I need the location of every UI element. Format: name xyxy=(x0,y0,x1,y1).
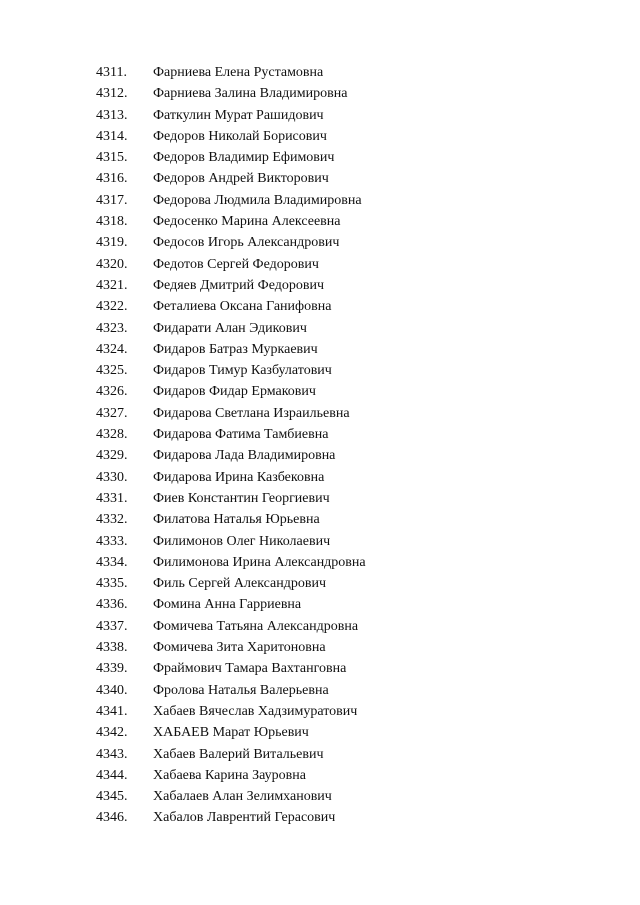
entry-name: Фомичева Зита Харитоновна xyxy=(153,640,326,656)
entry-number: 4328. xyxy=(96,427,128,443)
entry-number: 4336. xyxy=(96,597,128,613)
entry-number: 4345. xyxy=(96,789,128,805)
entry-name: Хабалаев Алан Зелимханович xyxy=(153,789,332,805)
entry-number: 4330. xyxy=(96,469,128,485)
entry-number: 4314. xyxy=(96,128,128,144)
entry-name: Федоров Андрей Викторович xyxy=(153,171,329,187)
entry-name: Фролова Наталья Валерьевна xyxy=(153,682,329,698)
list-item xyxy=(96,680,596,701)
list-item xyxy=(96,786,596,807)
entry-name: Фидарова Лада Владимировна xyxy=(153,448,336,464)
entry-name: Феталиева Оксана Ганифовна xyxy=(153,299,332,315)
entry-number: 4318. xyxy=(96,214,128,230)
entry-name: ХАБАЕВ Марат Юрьевич xyxy=(153,725,309,741)
entry-number: 4339. xyxy=(96,661,128,677)
entry-name: Федяев Дмитрий Федорович xyxy=(153,277,325,293)
list-item xyxy=(96,168,596,189)
entry-name: Фаткулин Мурат Рашидович xyxy=(153,107,324,123)
list-item xyxy=(96,488,596,509)
list-item xyxy=(96,573,596,594)
list-item xyxy=(96,105,596,126)
entry-number: 4342. xyxy=(96,725,128,741)
entry-name: Фидаров Батраз Муркаевич xyxy=(153,341,318,357)
entry-name: Фидарати Алан Эдикович xyxy=(153,320,307,336)
entry-name: Фомичева Татьяна Александровна xyxy=(153,618,359,634)
list-item xyxy=(96,211,596,232)
entry-number: 4312. xyxy=(96,86,128,102)
entry-name: Федорова Людмила Владимировна xyxy=(153,192,362,208)
entry-number: 4316. xyxy=(96,171,128,187)
list-item xyxy=(96,83,596,104)
entry-name: Хабаев Валерий Витальевич xyxy=(153,746,324,762)
entry-name: Фидаров Тимур Казбулатович xyxy=(153,363,332,379)
entry-number: 4331. xyxy=(96,490,128,506)
entry-name: Филь Сергей Александрович xyxy=(153,576,327,592)
entry-number: 4311. xyxy=(96,65,127,80)
list-item xyxy=(96,190,596,211)
list-item xyxy=(96,722,596,743)
entry-name: Федотов Сергей Федорович xyxy=(153,256,319,272)
entry-name: Фраймович Тамара Вахтанговна xyxy=(153,661,347,677)
list-item xyxy=(96,318,596,339)
entry-number: 4333. xyxy=(96,533,128,549)
list-item xyxy=(96,658,596,679)
entry-name: Фидарова Фатима Тамбиевна xyxy=(153,427,329,443)
entry-name: Фарниева Елена Рустамовна xyxy=(153,65,324,80)
entry-number: 4323. xyxy=(96,320,128,336)
entry-name: Федоров Владимир Ефимович xyxy=(153,150,335,166)
entry-name: Фарниева Залина Владимировна xyxy=(153,86,348,102)
entry-number: 4324. xyxy=(96,341,128,357)
entry-number: 4340. xyxy=(96,682,128,698)
list-item xyxy=(96,509,596,530)
entry-number: 4329. xyxy=(96,448,128,464)
entry-number: 4317. xyxy=(96,192,128,208)
list-item xyxy=(96,744,596,765)
entry-name: Филатова Наталья Юрьевна xyxy=(153,512,320,528)
list-item xyxy=(96,403,596,424)
entry-number: 4346. xyxy=(96,810,128,826)
entry-number: 4319. xyxy=(96,235,128,251)
list-item xyxy=(96,594,596,615)
entry-number: 4326. xyxy=(96,384,128,400)
entry-number: 4327. xyxy=(96,405,128,421)
entry-name: Филимонова Ирина Александровна xyxy=(153,554,366,570)
list-item xyxy=(96,531,596,552)
list-item xyxy=(96,296,596,317)
entry-number: 4322. xyxy=(96,299,128,315)
entry-name: Хабаев Вячеслав Хадзимуратович xyxy=(153,703,358,719)
list-item xyxy=(96,765,596,786)
list-item xyxy=(96,62,596,83)
list-item xyxy=(96,467,596,488)
entry-number: 4325. xyxy=(96,363,128,379)
entry-name: Фидаров Фидар Ермакович xyxy=(153,384,316,400)
entry-number: 4341. xyxy=(96,703,128,719)
entry-number: 4335. xyxy=(96,576,128,592)
entry-name: Хабаева Карина Зауровна xyxy=(153,767,306,783)
entry-number: 4321. xyxy=(96,277,128,293)
list-item xyxy=(96,807,596,828)
list-item xyxy=(96,637,596,658)
entry-number: 4315. xyxy=(96,150,128,166)
entry-name: Фидарова Ирина Казбековна xyxy=(153,469,325,485)
entry-number: 4320. xyxy=(96,256,128,272)
entry-name: Фиев Константин Георгиевич xyxy=(153,490,330,506)
entry-number: 4337. xyxy=(96,618,128,634)
entry-name: Филимонов Олег Николаевич xyxy=(153,533,331,549)
entry-number: 4343. xyxy=(96,746,128,762)
entry-name: Фидарова Светлана Израильевна xyxy=(153,405,350,421)
list-item xyxy=(96,339,596,360)
entry-number: 4338. xyxy=(96,640,128,656)
list-item xyxy=(96,147,596,168)
list-item xyxy=(96,424,596,445)
entry-number: 4334. xyxy=(96,554,128,570)
entry-name: Федосов Игорь Александрович xyxy=(153,235,340,251)
list-item xyxy=(96,552,596,573)
entry-name: Федосенко Марина Алексеевна xyxy=(153,214,341,230)
entry-name: Хабалов Лаврентий Герасович xyxy=(153,810,336,826)
entry-number: 4344. xyxy=(96,767,128,783)
list-item xyxy=(96,381,596,402)
name-list xyxy=(96,62,596,829)
list-item xyxy=(96,701,596,722)
entry-name: Федоров Николай Борисович xyxy=(153,128,327,144)
list-item xyxy=(96,616,596,637)
entry-number: 4313. xyxy=(96,107,128,123)
list-item xyxy=(96,254,596,275)
list-item xyxy=(96,275,596,296)
list-item xyxy=(96,126,596,147)
entry-number: 4332. xyxy=(96,512,128,528)
list-item xyxy=(96,360,596,381)
list-item xyxy=(96,445,596,466)
list-item xyxy=(96,232,596,253)
entry-name: Фомина Анна Гарриевна xyxy=(153,597,302,613)
